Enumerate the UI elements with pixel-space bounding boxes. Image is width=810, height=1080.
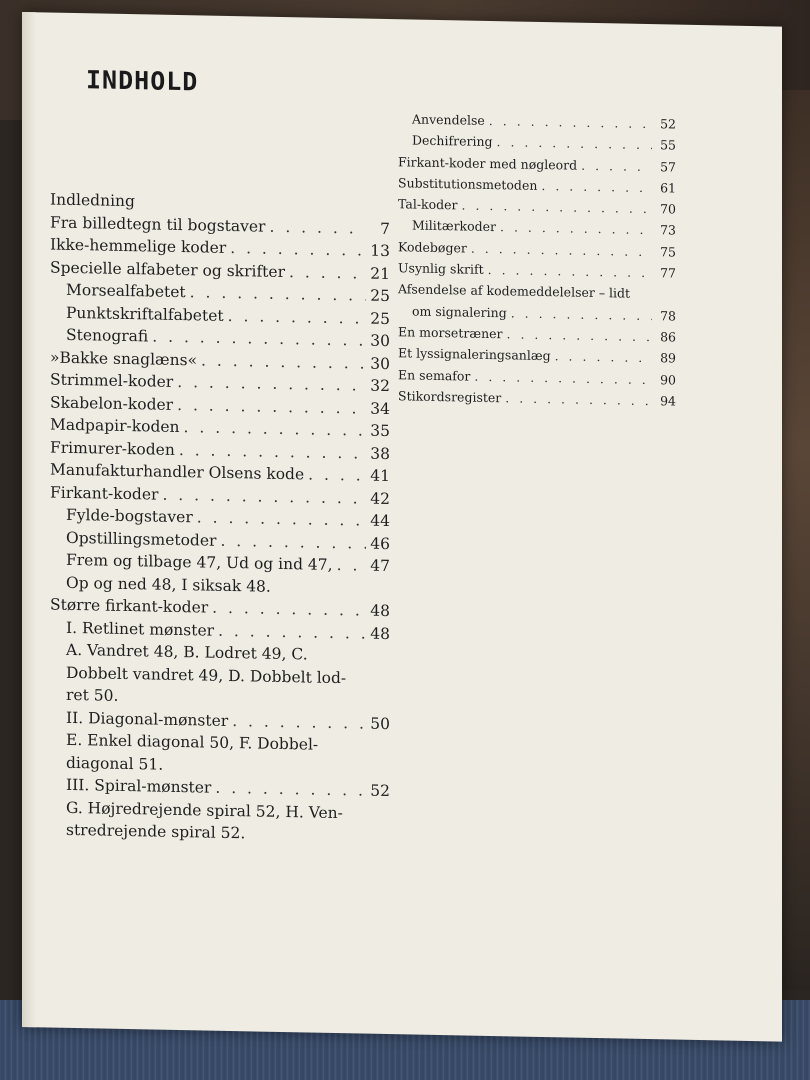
toc-entry-label: Stenografi bbox=[66, 325, 149, 346]
toc-entry-page-number: 13 bbox=[370, 241, 390, 261]
toc-leader-dots bbox=[152, 328, 366, 350]
toc-entry-page-number: 94 bbox=[660, 393, 676, 409]
toc-entry-label: Militærkoder bbox=[412, 217, 497, 235]
toc-leader-dots bbox=[555, 348, 652, 365]
toc-entry-page-number: 47 bbox=[370, 556, 390, 576]
toc-entry-label: A. Vandret 48, B. Lodret 49, C. bbox=[66, 640, 308, 664]
toc-entry-page-number: 52 bbox=[370, 781, 390, 801]
toc-entry-label: Dobbelt vandret 49, D. Dobbelt lod- bbox=[66, 663, 347, 687]
toc-entry-label: om signalering bbox=[412, 303, 507, 320]
toc-entry-page-number: 78 bbox=[660, 307, 676, 324]
toc-entry-page-number: 73 bbox=[660, 222, 676, 239]
toc-left-column bbox=[50, 191, 390, 850]
toc-entry-page-number: 90 bbox=[660, 371, 676, 388]
toc-leader-dots bbox=[500, 220, 652, 238]
toc-entry-label: »Bakke snaglæns« bbox=[50, 348, 198, 369]
toc-entry-label: Fylde-bogstaver bbox=[66, 505, 193, 527]
toc-leader-dots bbox=[471, 240, 652, 258]
toc-leader-dots bbox=[201, 351, 366, 372]
toc-entry-label: Manufakturhandler Olsens kode bbox=[50, 460, 305, 484]
toc-entry-label: Indledning bbox=[50, 190, 135, 211]
toc-entry-page-number: 70 bbox=[660, 201, 676, 217]
toc-leader-dots bbox=[488, 262, 652, 280]
toc-entry-page-number: 46 bbox=[370, 534, 390, 553]
toc-entry-label: diagonal 51. bbox=[66, 753, 164, 774]
toc-leader-dots bbox=[489, 113, 652, 131]
toc-leader-dots bbox=[581, 157, 652, 173]
toc-entry-page-number: 30 bbox=[370, 354, 390, 373]
toc-entry-label: II. Diagonal-mønster bbox=[66, 708, 229, 730]
toc-entry-page-number: 25 bbox=[370, 309, 390, 328]
toc-entry-label: Substitutionsmetoden bbox=[398, 175, 538, 193]
toc-entry-label: Usynlig skrift bbox=[398, 260, 484, 277]
toc-leader-dots bbox=[308, 465, 366, 484]
toc-entry-label: Madpapir-koden bbox=[50, 415, 180, 437]
toc-entry-page-number: 52 bbox=[660, 116, 676, 132]
toc-leader-dots bbox=[232, 712, 366, 733]
toc-entry-label: Frem og tilbage 47, Ud og ind 47, bbox=[66, 550, 333, 574]
toc-entry-page-number: 25 bbox=[370, 286, 390, 306]
toc-entry-page-number: 50 bbox=[370, 714, 390, 733]
toc-entry-label: stredrejende spiral 52. bbox=[66, 820, 246, 843]
toc-entry-page-number: 38 bbox=[370, 444, 390, 463]
toc-entry-page-number: 89 bbox=[660, 350, 676, 366]
toc-entry-label: Firkant-koder bbox=[50, 483, 159, 504]
toc-entry-label: Ikke-hemmelige koder bbox=[50, 235, 227, 257]
toc-leader-dots bbox=[184, 418, 366, 440]
toc-entry-label: Stikordsregister bbox=[398, 388, 502, 406]
toc-entry-label: Dechifrering bbox=[412, 132, 493, 150]
toc-entry-label: E. Enkel diagonal 50, F. Dobbel- bbox=[66, 730, 319, 754]
toc-leader-dots bbox=[177, 373, 366, 395]
toc-entry-page-number: 32 bbox=[370, 376, 390, 396]
toc-entry-label: Firkant-koder med nøgleord bbox=[398, 153, 578, 173]
toc-leader-dots bbox=[230, 239, 366, 260]
toc-entry-label: III. Spiral-mønster bbox=[66, 775, 212, 797]
toc-entry-label: Punktskriftalfabetet bbox=[66, 303, 224, 325]
toc-entry-label: Kodebøger bbox=[398, 239, 467, 256]
toc-entry-page-number: 77 bbox=[660, 265, 676, 281]
toc-leader-dots bbox=[505, 390, 652, 408]
toc-entry-label: Afsendelse af kodemeddelelser – lidt bbox=[398, 281, 631, 302]
toc-entry-page-number: 86 bbox=[660, 329, 676, 345]
toc-entry-label: Morsealfabetet bbox=[66, 280, 186, 302]
toc-leader-dots bbox=[462, 198, 652, 217]
toc-entry-label: En morsetræner bbox=[398, 324, 503, 342]
toc-entry-label: Et lyssignaleringsanlæg bbox=[398, 345, 551, 364]
toc-entry-label: En semafor bbox=[398, 366, 471, 384]
toc-entry-label: Opstillingsmetoder bbox=[66, 528, 217, 550]
toc-entry-page-number: 75 bbox=[660, 244, 676, 260]
toc-leader-dots bbox=[541, 178, 652, 195]
toc-entry-page-number: 42 bbox=[370, 489, 390, 508]
toc-entry-label: Strimmel-koder bbox=[50, 370, 174, 391]
toc-entry-page-number: 57 bbox=[660, 158, 676, 175]
book-page bbox=[22, 12, 782, 1042]
toc-leader-dots bbox=[511, 305, 652, 323]
toc-entry-label: Større firkant-koder bbox=[50, 595, 209, 617]
page-title: INDHOLD bbox=[86, 65, 199, 97]
toc-leader-dots bbox=[289, 263, 366, 282]
toc-entry-page-number: 7 bbox=[380, 219, 390, 238]
toc-entry-page-number: 34 bbox=[370, 399, 390, 418]
toc-entry-label: Op og ned 48, I siksak 48. bbox=[66, 573, 271, 596]
toc-leader-dots bbox=[190, 283, 366, 304]
toc-entry-label: Anvendelse bbox=[412, 111, 485, 128]
toc-entry-page-number: 48 bbox=[370, 624, 390, 643]
toc-leader-dots bbox=[215, 779, 366, 800]
toc-leader-dots bbox=[474, 368, 652, 386]
toc-entry-label: ret 50. bbox=[66, 685, 119, 705]
toc-entry bbox=[398, 388, 676, 415]
toc-entry-label: Tal-koder bbox=[398, 196, 458, 213]
toc-leader-dots bbox=[337, 556, 366, 575]
toc-entry-label: Specielle alfabeter og skrifter bbox=[50, 258, 285, 281]
toc-entry-label: G. Højredrejende spiral 52, H. Ven- bbox=[66, 798, 343, 822]
toc-entry-label: Skabelon-koder bbox=[50, 393, 174, 414]
toc-entry-label: I. Retlinet mønster bbox=[66, 618, 215, 640]
toc-leader-dots bbox=[218, 621, 366, 642]
toc-entry-page-number: 35 bbox=[370, 421, 390, 441]
toc-entry-page-number: 55 bbox=[660, 137, 676, 153]
toc-leader-dots bbox=[197, 508, 366, 529]
toc-leader-dots bbox=[228, 306, 366, 327]
toc-entry-page-number: 21 bbox=[370, 264, 390, 283]
toc-entry-page-number: 30 bbox=[370, 331, 390, 351]
toc-leader-dots bbox=[220, 531, 366, 552]
toc-leader-dots bbox=[269, 217, 366, 237]
toc-entry-page-number: 48 bbox=[370, 601, 390, 621]
toc-leader-dots bbox=[507, 326, 653, 344]
toc-entry-page-number: 41 bbox=[370, 466, 390, 486]
toc-leader-dots bbox=[177, 395, 366, 417]
toc-leader-dots bbox=[497, 134, 653, 152]
toc-leader-dots bbox=[212, 599, 366, 620]
toc-entry-page-number: 61 bbox=[660, 180, 676, 196]
toc-leader-dots bbox=[179, 441, 366, 463]
toc-entry-label: Frimurer-koden bbox=[50, 438, 175, 459]
toc-entry-page-number: 44 bbox=[370, 511, 390, 531]
toc-entry-label: Fra billedtegn til bogstaver bbox=[50, 213, 266, 236]
toc-leader-dots bbox=[162, 485, 366, 507]
toc-right-column bbox=[398, 111, 676, 414]
